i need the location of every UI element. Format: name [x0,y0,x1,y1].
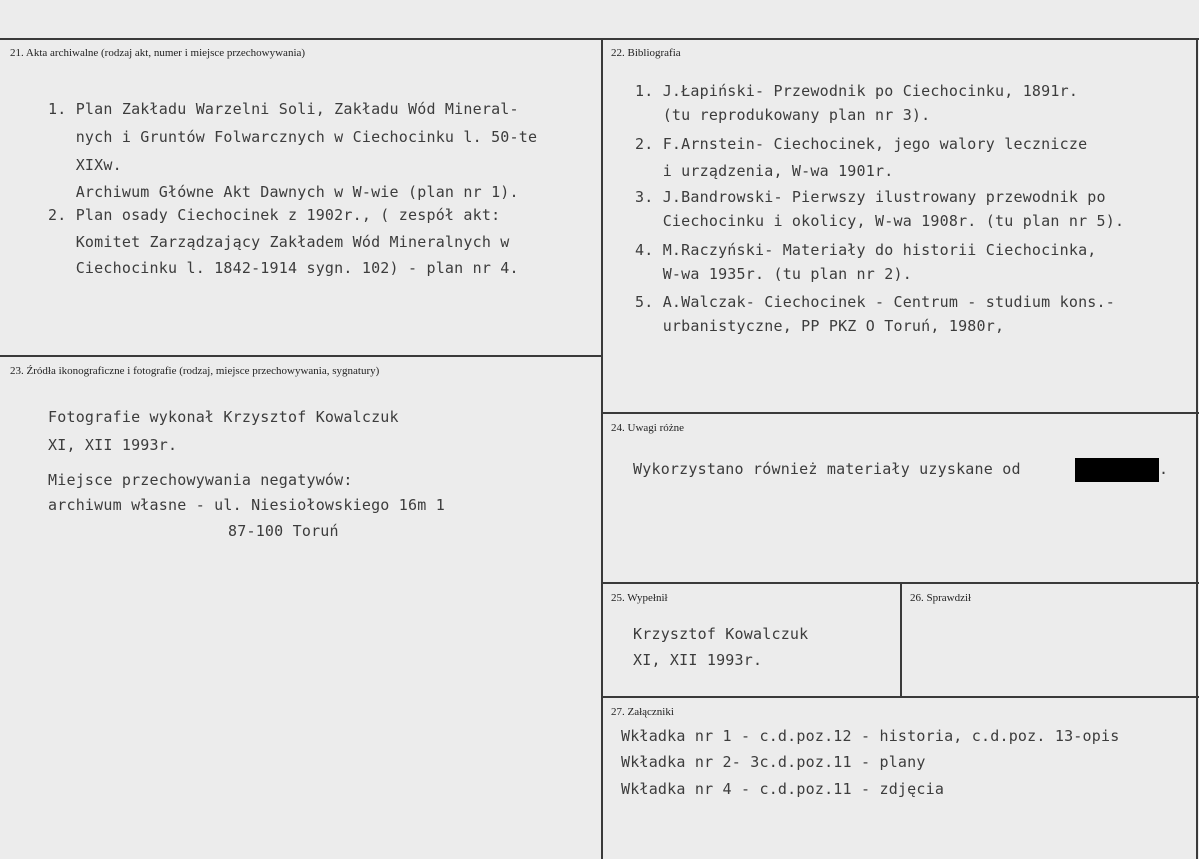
right-border-line [1196,38,1198,859]
s23-storage-city: 87-100 Toruń [228,522,339,540]
s22-line-4: i urządzenia, W-wa 1901r. [635,162,894,180]
s21-line-6: Komitet Zarządzający Zakładem Wód Mineralnych w [48,233,510,251]
section-22-label: 22. Bibliografia [611,47,681,59]
s22-line-3: 2. F.Arnstein- Ciechocinek, jego walory lecznicze [635,135,1088,153]
s27-attachment-2: Wkładka nr 2- 3c.d.poz.11 - plany [621,753,926,771]
s23-photographer-line: Fotografie wykonał Krzysztof Kowalczuk [48,408,399,426]
section-23-label: 23. Źródła ikonograficzne i fotografie (rodzaj, miejsce przechowywania, sygnatury) [10,365,380,377]
s22-line-7: 4. M.Raczyński- Materiały do historii Ciechocinka, [635,241,1097,259]
s22-line-2: (tu reprodukowany plan nr 3). [635,106,931,124]
section-22-bibliography [603,40,1196,412]
s22-line-5: 3. J.Bandrowski- Pierwszy ilustrowany przewodnik po [635,188,1106,206]
section-21-archival-records [0,40,601,355]
s23-storage-heading: Miejsce przechowywania negatywów: [48,471,353,489]
section-26-label: 26. Sprawdził [910,592,972,604]
s21-line-4: Archiwum Główne Akt Dawnych w W-wie (plan nr 1). [48,183,519,201]
section-27-attachments [603,698,1196,859]
section-21-label: 21. Akta archiwalne (rodzaj akt, numer i miejsce przechowywania) [10,47,306,59]
section-25-filled-by [603,584,900,696]
s23-date-line: XI, XII 1993r. [48,436,178,454]
s21-line-3: XIXw. [48,156,122,174]
s22-line-1: 1. J.Łapiński- Przewodnik po Ciechocinku, 1891r. [635,82,1079,100]
s25-date: XI, XII 1993r. [633,651,763,669]
section-24-label: 24. Uwagi różne [611,422,685,434]
s24-remarks-text: Wykorzystano również materiały uzyskane od [633,460,1021,478]
s21-line-1: 1. Plan Zakładu Warzelni Soli, Zakładu Wód Mineral- [48,100,519,118]
section-25-label: 25. Wypełnił [611,592,668,604]
s23-storage-address: archiwum własne - ul. Niesiołowskiego 16m 1 [48,496,445,514]
redaction-block [1075,458,1159,482]
section-24-remarks [603,414,1196,582]
s22-line-9: 5. A.Walczak- Ciechocinek - Centrum - studium kons.- [635,293,1115,311]
s22-line-10: urbanistyczne, PP PKZ O Toruń, 1980r, [635,317,1005,335]
s21-line-5: 2. Plan osady Ciechocinek z 1902r., ( zespół akt: [48,206,501,224]
s21-line-2: nych i Gruntów Folwarcznych w Ciechocinku l. 50-te [48,128,538,146]
s27-attachment-3: Wkładka nr 4 - c.d.poz.11 - zdjęcia [621,780,945,798]
s24-remarks-tail: . [1159,460,1169,478]
s27-attachment-1: Wkładka nr 1 - c.d.poz.12 - historia, c.d.poz. 13-opis [621,727,1120,745]
section-26-checked-by [902,584,1196,696]
s21-line-7: Ciechocinku l. 1842-1914 sygn. 102) - plan nr 4. [48,259,519,277]
s22-line-6: Ciechocinku i okolicy, W-wa 1908r. (tu plan nr 5). [635,212,1125,230]
section-23-iconographic-sources [0,357,601,859]
section-27-label: 27. Załączniki [611,706,674,718]
s22-line-8: W-wa 1935r. (tu plan nr 2). [635,265,912,283]
s25-name: Krzysztof Kowalczuk [633,625,809,643]
